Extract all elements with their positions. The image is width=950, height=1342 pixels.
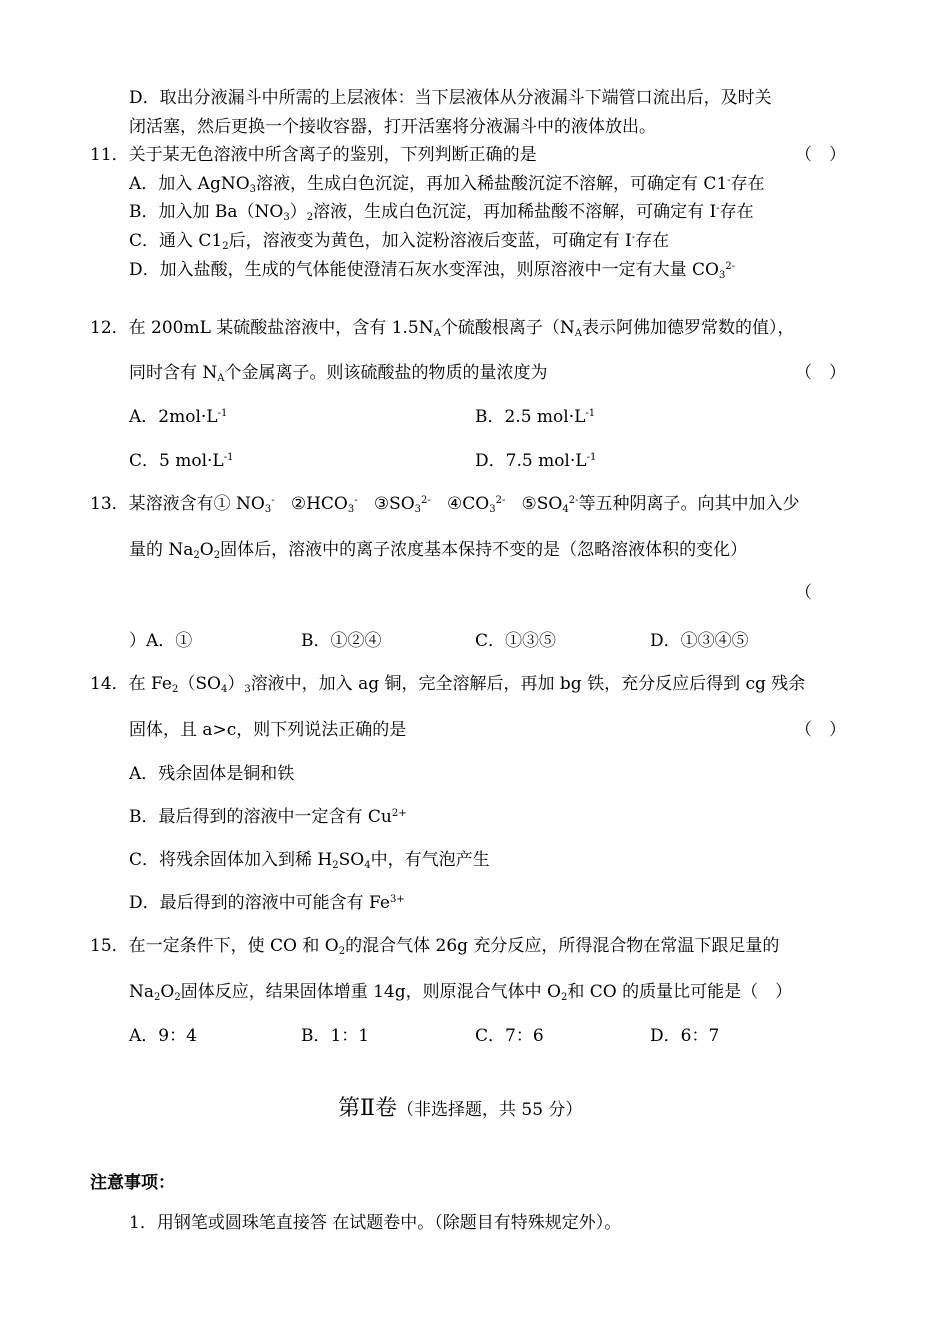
q12-stem-line2: 同时含有 $N_A$个金属离子。则该硫酸盐的物质的量浓度为 [129, 363, 548, 384]
q14-option-b: B．最后得到的溶液中一定含有 $Cu^{2+}$ [129, 807, 407, 827]
q14-option-c: C．将残余固体加入到稀 $H_2SO_4$中，有气泡产生 [129, 850, 490, 871]
q12-option-a: A．$2mol\cdot L^{-1}$ [129, 407, 228, 427]
q12-stem: 12．在 200mL 某硫酸盐溶液中，含有 $1.5N_A$个硫酸根离子（$N_A$表示阿佛加德罗常数的值）， [90, 318, 795, 339]
q13-option-c: C．①③⑤ [475, 631, 557, 651]
q11-option-c: C．通入 $C1_2$后，溶液变为黄色，加入淀粉溶液后变蓝，可确定有 I-存在 [129, 231, 670, 252]
q14-option-a: A．残余固体是铜和铁 [129, 764, 295, 784]
q12-answer-bracket: （ ） [795, 363, 846, 383]
q13-stem: 13．某溶液含有① $NO_3^-$ $②HCO_3^-$ $③SO_3^{2-}$ $④CO_3^{2-}$ $⑤SO_4^{2-}$等五种阴离子。向其中加入少 [90, 494, 800, 515]
q14-answer-bracket: （ ） [795, 720, 846, 740]
notice-heading: 注意事项： [90, 1173, 175, 1193]
q10-option-d-line2: 闭活塞，然后更换一个接收容器，打开活塞将分液漏斗中的液体放出。 [129, 117, 656, 137]
q13-stem-line2: 量的 $Na_2O_2$固体后，溶液中的离子浓度基本保持不变的是（忽略溶液体积的变化） [129, 540, 748, 561]
q14-stem: 14．在 $Fe_2(SO_4)_3$溶液中，加入 ag 铜，完全溶解后，再加 bg 铁，充分反应后得到 cg 残余 [90, 674, 806, 695]
q11-answer-bracket: （ ） [795, 145, 846, 165]
q13-option-a: ）A．① [129, 631, 193, 651]
q13-option-d: D．①③④⑤ [650, 631, 749, 651]
q15-stem: 15．在一定条件下，使 CO 和 $O_2$的混合气体 26g 充分反应，所得混合物在常温下跟足量的 [90, 936, 780, 957]
q11-stem: 11．关于某无色溶液中所含离子的鉴别，下列判断正确的是 [90, 145, 537, 165]
q15-option-c: C．7：6 [475, 1026, 544, 1046]
q15-stem-line2: $Na_2O_2$固体反应，结果固体增重 14g，则原混合气体中 $O_2$和 CO 的质量比可能是（ ） [129, 982, 793, 1003]
q15-option-a: A．9：4 [129, 1026, 197, 1046]
notice-item-1: 1．用钢笔或圆珠笔直接答 在试题卷中。（除题目有特殊规定外）。 [129, 1213, 622, 1233]
q12-option-b: B．2.5 $mol\cdot L^{-1}$ [475, 407, 596, 427]
q13-option-b: B．①②④ [301, 631, 382, 651]
q11-option-b: B．加入加 $Ba(NO_3)_2$溶液，生成白色沉淀，再加稀盐酸不溶解，可确定有 I-存在 [129, 202, 754, 223]
q15-option-d: D．6：7 [650, 1026, 720, 1046]
q11-option-d: D．加入盐酸，生成的气体能使澄清石灰水变浑浊，则原溶液中一定有大量 $CO_3^{2-}$ [129, 260, 736, 281]
q10-option-d-line1: D．取出分液漏斗中所需的上层液体：当下层液体从分液漏斗下端管口流出后，及时关 [129, 88, 772, 108]
q14-stem-line2: 固体，且 a>c，则下列说法正确的是 [129, 720, 407, 740]
q13-bracket-open: （ [795, 583, 812, 603]
part2-heading [338, 1095, 582, 1124]
q12-option-d: D．7.5 $mol\cdot L^{-1}$ [475, 451, 597, 471]
part2-note: （非选择题，共 55 分） [396, 1100, 583, 1120]
part2-title: 第Ⅱ卷 [338, 1096, 397, 1121]
q14-option-d: D．最后得到的溶液中可能含有 $Fe^{3+}$ [129, 893, 405, 913]
q15-option-b: B．1：1 [301, 1026, 370, 1046]
q11-option-a: A．加入 AgNO$_3$溶液，生成白色沉淀，再加入稀盐酸沉淀不溶解，可确定有 C1-存在 [129, 174, 765, 195]
q12-option-c: C．5 $mol\cdot L^{-1}$ [129, 451, 234, 471]
